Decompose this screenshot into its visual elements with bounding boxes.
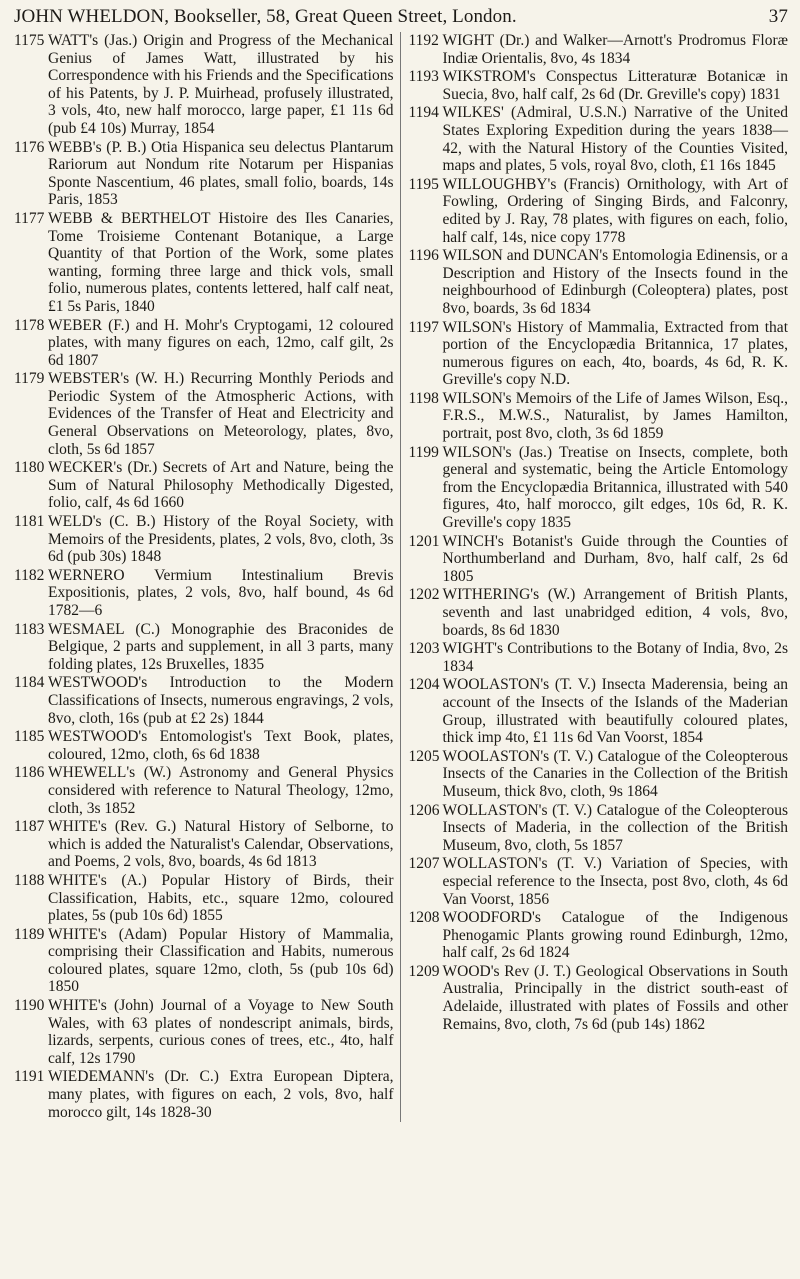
- entry-text: WITHERING's (W.) Arrangement of British Plants, seventh and last unabridged edition, 4 vols, 8vo, boards, 8s 6d 1830: [442, 586, 788, 639]
- catalogue-entry: [409, 748, 789, 801]
- entry-text: WEBSTER's (W. H.) Recurring Monthly Periods and Periodic System of the Atmospheric Actions, with Evidences of the Transfer of Heat and Electricity and General Observations on Meteorology, plates, 8vo, cloth, 5s 6d 1857: [48, 370, 394, 458]
- catalogue-entry: [14, 926, 394, 996]
- catalogue-entry: [409, 390, 789, 443]
- catalogue-entry: [409, 909, 789, 962]
- entry-number: 1188: [14, 871, 45, 889]
- catalogue-entry: [409, 676, 789, 746]
- catalogue-entry: [409, 963, 789, 1033]
- entry-number: 1182: [14, 566, 45, 584]
- entry-number: 1191: [14, 1068, 45, 1086]
- catalogue-entry: [14, 1068, 394, 1121]
- entry-text: WOOLASTON's (T. V.) Insecta Maderensia, being an account of the Insects of the Islands of the Maderian Group, illustrated with beautifully coloured plates, thick imp 4to, £1 11s 6d Van Voorst, 1854: [442, 676, 788, 747]
- catalogue-entry: [409, 176, 789, 246]
- header-title: JOHN WHELDON, Bookseller, 58, Great Queen Street, London.: [14, 6, 517, 27]
- entry-number: 1184: [14, 674, 45, 692]
- catalogue-entry: [14, 872, 394, 925]
- entry-text: WINCH's Botanist's Guide through the Counties of Northumberland and Durham, 8vo, half calf, 2s 6d 1805: [442, 532, 788, 585]
- entry-number: 1176: [14, 138, 45, 156]
- catalogue-entry: [14, 370, 394, 458]
- entry-text: WILSON and DUNCAN's Entomologia Edinensis, or a Description and History of the Insects found in the neighbourhood of Edinburgh (Coleoptera) plates, post 8vo, boards, 3s 6d 1834: [442, 247, 788, 317]
- entry-text: WHEWELL's (W.) Astronomy and General Physics considered with reference to Natural Theology, 12mo, cloth, 3s 1852: [48, 764, 394, 817]
- entry-text: WESTWOOD's Introduction to the Modern Classifications of Insects, numerous engravings, 2 vols, 8vo, cloth, 16s (pub at £2 2s) 1844: [48, 674, 394, 727]
- catalogue-entry: [14, 674, 394, 727]
- entry-number: 1187: [14, 818, 45, 836]
- entry-number: 1177: [14, 209, 45, 227]
- entry-number: 1194: [408, 104, 439, 122]
- entry-text: WEBB's (P. B.) Otia Hispanica seu delectus Plantarum Rariorum aut Nondum rite Notarum per Hispanias Sponte Nascentium, 46 plates, small folio, boards, 14s Paris, 1853: [48, 138, 394, 209]
- entry-text: WOOLASTON's (T. V.) Catalogue of the Coleopterous Insects of the Canaries in the Collection of the British Museum, thick 8vo, cloth, 9s 1864: [442, 747, 788, 800]
- entry-number: 1190: [14, 997, 45, 1015]
- entry-number: 1189: [14, 925, 45, 943]
- entry-text: WILLOUGHBY's (Francis) Ornithology, with Art of Fowling, Ordering of Singing Birds, and Falconry, edited by J. Ray, 78 plates, with figures on each, folio, half calf, 14s, nice copy 1778: [442, 175, 788, 246]
- entry-text: WILSON's (Jas.) Treatise on Insects, complete, both general and systematic, being the Article Entomology from the Encyclopædia Britannica, illustrated with 540 figures, 4to, half morocco, gilt edges, 10s 6d, R. K. Greville's copy 1835: [442, 443, 788, 532]
- catalogue-entry: [409, 68, 789, 103]
- entry-text: WHITE's (Adam) Popular History of Mammalia, comprising their Classification and Habits, numerous coloured plates, square 12mo, cloth, 5s (pub 10s 6d) 1850: [48, 925, 394, 996]
- catalogue-entry: [409, 247, 789, 317]
- entry-number: 1178: [14, 316, 45, 334]
- entry-number: 1183: [14, 620, 45, 638]
- catalogue-entry: [409, 32, 789, 67]
- entry-text: WHITE's (John) Journal of a Voyage to New South Wales, with 63 plates of nondescript animals, birds, lizards, serpents, curious cones of trees, etc., 4to, half calf, 12s 1790: [48, 997, 394, 1067]
- entry-number: 1203: [408, 640, 440, 658]
- catalogue-entry: [14, 32, 394, 138]
- catalogue-entry: [14, 567, 394, 620]
- catalogue-entry: [14, 210, 394, 316]
- catalogue-entry: [14, 513, 394, 566]
- entry-number: 1180: [14, 459, 45, 477]
- entry-text: WHITE's (A.) Popular History of Birds, their Classification, Habits, etc., square 12mo, coloured plates, 5s (pub 10s 6d) 1855: [48, 871, 394, 925]
- entry-number: 1195: [408, 175, 439, 193]
- entry-text: WIGHT (Dr.) and Walker—Arnott's Prodromus Floræ Indiæ Orientalis, 8vo, 4s 1834: [442, 32, 788, 67]
- entry-text: WIGHT's Contributions to the Botany of India, 8vo, 2s 1834: [442, 640, 788, 675]
- catalogue-entry: [14, 459, 394, 512]
- catalogue-entry: [14, 621, 394, 674]
- catalogue-entry: [409, 319, 789, 389]
- entry-number: 1206: [408, 801, 440, 819]
- entry-number: 1208: [408, 909, 440, 927]
- catalogue-entry: [409, 855, 789, 908]
- entry-text: WESTWOOD's Entomologist's Text Book, plates, coloured, 12mo, cloth, 6s 6d 1838: [48, 728, 394, 763]
- entry-number: 1193: [408, 68, 439, 86]
- entry-text: WHITE's (Rev. G.) Natural History of Selborne, to which is added the Naturalist's Calendar, Observations, and Poems, 2 vols, 8vo, boards, 4s 6d 1813: [48, 818, 394, 871]
- entry-text: WEBER (F.) and H. Mohr's Cryptogami, 12 coloured plates, with many figures on each, 12mo, calf gilt, 2s 6d 1807: [48, 316, 394, 369]
- entry-text: WILSON's History of Mammalia, Extracted from that portion of the Encyclopædia Britannica, 17 plates, numerous figures on each, 4to, boards, 4s 6d, R. K. Greville's copy N.D.: [442, 318, 788, 389]
- catalogue-entry: [409, 640, 789, 675]
- entry-number: 1179: [14, 370, 45, 388]
- entry-text: WILSON's Memoirs of the Life of James Wilson, Esq., F.R.S., M.W.S., Naturalist, by James Hamilton, portrait, post 8vo, cloth, 3s 6d 1859: [442, 389, 788, 443]
- entry-text: WOLLASTON's (T. V.) Variation of Species, with especial reference to the Insecta, post 8vo, cloth, 4s 6d Van Voorst, 1856: [442, 855, 788, 908]
- page-number: 37: [768, 6, 788, 27]
- catalogue-entry: [409, 444, 789, 532]
- catalogue-entry: [409, 533, 789, 586]
- entry-number: 1196: [408, 247, 439, 265]
- catalogue-entry: [409, 802, 789, 855]
- entry-number: 1205: [408, 747, 440, 765]
- entry-text: WESMAEL (C.) Monographie des Braconides de Belgique, 2 parts and supplement, in all 3 parts, many folding plates, 12s Bruxelles, 1835: [48, 620, 394, 673]
- entry-text: WOLLASTON's (T. V.) Catalogue of the Coleopterous Insects of Maderia, in the collection of the British Museum, 8vo, cloth, 5s 1857: [442, 801, 788, 854]
- catalogue-entry: [14, 317, 394, 370]
- entry-text: WERNERO Vermium Intestinalium Brevis Expositionis, plates, 2 vols, 8vo, half bound, 4s 6d 1782—6: [48, 566, 394, 619]
- catalogue-entry: [409, 586, 789, 639]
- entry-number: 1186: [14, 764, 45, 782]
- catalogue-entry: [14, 764, 394, 817]
- entry-number: 1207: [408, 855, 440, 873]
- entry-text: WELD's (C. B.) History of the Royal Society, with Memoirs of the Presidents, plates, 2 vols, 8vo, cloth, 3s 6d (pub 30s) 1848: [48, 513, 394, 566]
- entry-number: 1181: [14, 513, 45, 531]
- entry-number: 1192: [408, 32, 439, 49]
- right-column: [409, 32, 789, 1122]
- entry-number: 1202: [408, 586, 440, 604]
- catalogue-entry: [14, 818, 394, 871]
- entry-number: 1209: [408, 962, 440, 980]
- catalogue-entry: [14, 728, 394, 763]
- entry-number: 1199: [408, 443, 439, 461]
- entry-number: 1204: [408, 676, 440, 694]
- catalogue-entry: [409, 104, 789, 174]
- entry-text: WECKER's (Dr.) Secrets of Art and Nature, being the Sum of Natural Philosophy Methodically Digested, folio, calf, 4s 6d 1660: [48, 459, 394, 512]
- entry-number: 1185: [14, 728, 45, 746]
- entry-text: WIKSTROM's Conspectus Litteraturæ Botanicæ in Suecia, 8vo, half calf, 2s 6d (Dr. Greville's copy) 1831: [442, 68, 788, 103]
- page-header: [14, 6, 788, 30]
- entry-text: WOODFORD's Catalogue of the Indigenous Phenogamic Plants growing round Edinburgh, 12mo, half calf, 2s 6d 1824: [442, 909, 788, 962]
- entry-number: 1175: [14, 32, 45, 49]
- entry-number: 1197: [408, 318, 439, 336]
- catalogue-entry: [14, 997, 394, 1067]
- catalogue-entry: [14, 139, 394, 209]
- entry-text: WIEDEMANN's (Dr. C.) Extra European Diptera, many plates, with figures on each, 2 vols, 8vo, half morocco gilt, 14s 1828-30: [48, 1068, 394, 1121]
- entry-text: WEBB & BERTHELOT Histoire des Iles Canaries, Tome Troisieme Contenant Botanique, a Large Quantity of that Portion of the Work, some plates wanting, forming three large and thick vols, small folio, numerous plates, contents lettered, half calf neat, £1 5s Paris, 1840: [48, 209, 394, 315]
- entry-text: WATT's (Jas.) Origin and Progress of the Mechanical Genius of James Watt, illustrated by his Correspondence with his Friends and the Specifications of his Patents, by J. P. Muirhead, profusely illustrated, 3 vols, 4to, new half morocco, large paper, £1 11s 6d (pub £4 10s) Murray, 1854: [48, 32, 394, 137]
- entry-text: WILKES' (Admiral, U.S.N.) Narrative of the United States Exploring Expedition during the years 1838—42, with the Natural History of the Counties Visited, maps and plates, 5 vols, royal 8vo, cloth, £1 16s 1845: [442, 104, 788, 175]
- entry-number: 1198: [408, 389, 439, 407]
- entry-number: 1201: [408, 532, 440, 550]
- entry-text: WOOD's Rev (J. T.) Geological Observations in South Australia, Principally in the district south-east of Adelaide, illustrated with plates of Fossils and other Remains, 8vo, cloth, 7s 6d (pub 14s) 1862: [442, 962, 788, 1033]
- left-column: [14, 32, 401, 1122]
